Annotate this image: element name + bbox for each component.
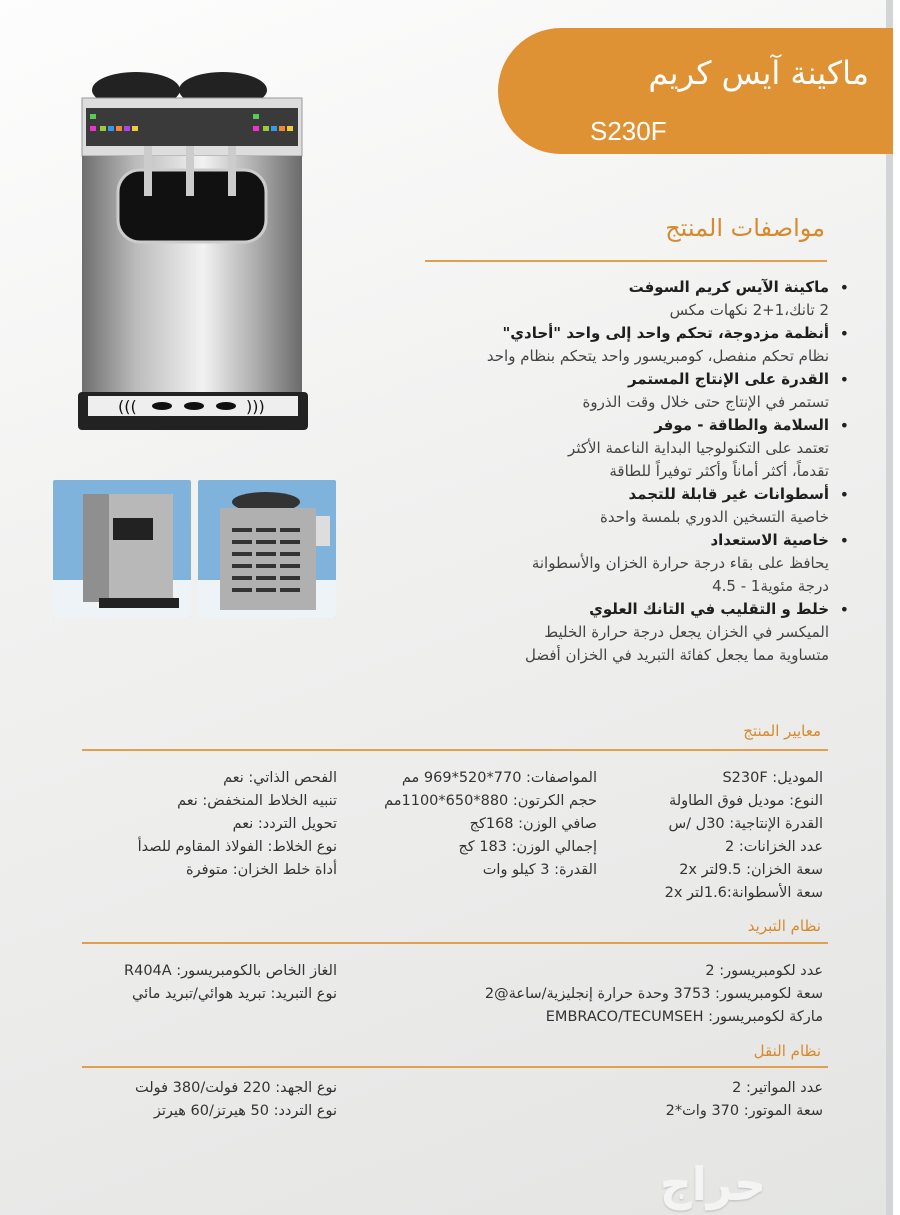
standards-title: معايير المنتج xyxy=(743,722,821,740)
feature-desc: تقدماً، أكثر أماناً وأكثر توفيراً للطاقة xyxy=(609,462,829,480)
feature-item xyxy=(329,276,849,322)
feature-desc: تعتمد على التكنولوجيا البداية الناعمة الأكثر xyxy=(568,439,829,457)
svg-text:(((: ((( xyxy=(118,397,137,416)
features-divider xyxy=(425,260,827,262)
spec-tanks: عدد الخزانات: 2 xyxy=(725,839,823,855)
feature-desc: خاصية التسخين الدوري بلمسة واحدة xyxy=(600,508,829,526)
product-model: S230F xyxy=(590,116,667,146)
feature-heading: ماكينة الآيس كريم السوفت xyxy=(628,278,829,296)
spec-motor-power: سعة الموتور: 370 وات*2 xyxy=(665,1103,823,1119)
features-title: مواصفات المنتج xyxy=(665,214,825,242)
feature-item xyxy=(329,322,849,368)
cooling-col-1 xyxy=(403,960,823,1029)
cooling-col-2 xyxy=(57,960,337,1006)
feature-item xyxy=(329,598,849,667)
product-title: ماكينة آيس كريم xyxy=(648,54,869,92)
spec-compressor-brand: ماركة لكومبريسور: EMBRACO/TECUMSEH xyxy=(545,1009,823,1025)
spec-net-weight: صافي الوزن: 168كج xyxy=(469,816,597,832)
spec-dimensions: المواصفات: 770*520*969 مم xyxy=(401,770,597,786)
spec-cooling-type: نوع التبريد: تبريد هوائي/تبريد مائي xyxy=(132,986,337,1002)
spec-refrigerant: الغاز الخاص بالكومبريسور: R404A xyxy=(124,963,337,979)
spec-carton: حجم الكرتون: 880*650*1100مم xyxy=(384,793,597,809)
standards-col-2 xyxy=(357,767,597,882)
feature-heading: خلط و التقليب في التانك العلوي xyxy=(589,600,829,618)
features-list xyxy=(329,276,849,667)
spec-self-check: الفحص الذاتي: نعم xyxy=(223,770,337,786)
bullet-icon: • xyxy=(839,531,849,550)
feature-desc: درجة مئوية1 - 4.5 xyxy=(712,577,829,595)
title-banner xyxy=(498,28,893,154)
spec-mixer-type: نوع الخلاط: الفولاذ المقاوم للصدأ xyxy=(137,839,337,855)
feature-item xyxy=(329,529,849,598)
bullet-icon: • xyxy=(839,324,849,343)
haraj-watermark-logo: حراج xyxy=(660,1160,766,1211)
feature-heading: أنظمة مزدوجة، تحكم واحد إلى واحد "أحادي" xyxy=(502,324,829,342)
feature-desc: يحافظ على بقاء درجة حرارة الخزان والأسطوانة xyxy=(531,554,829,572)
feature-desc: تستمر في الإنتاج حتى خلال وقت الذروة xyxy=(582,393,829,411)
spec-model: الموديل: S230F xyxy=(722,770,823,786)
spec-type: النوع: موديل فوق الطاولة xyxy=(668,793,823,809)
bullet-icon: • xyxy=(839,278,849,297)
spec-motor-count: عدد المواتير: 2 xyxy=(732,1080,823,1096)
spec-frequency: نوع التردد: 50 هيرتز/60 هيرتز xyxy=(153,1103,337,1119)
feature-item xyxy=(329,483,849,529)
bullet-icon: • xyxy=(839,416,849,435)
standards-divider xyxy=(82,749,828,751)
feature-item xyxy=(329,414,849,483)
spec-cylinder-volume: سعة الأسطوانة:1.6لتر 2x xyxy=(664,885,823,901)
transmission-col-2 xyxy=(57,1077,337,1123)
bullet-icon: • xyxy=(839,370,849,389)
standards-col-1 xyxy=(623,767,823,905)
transmission-title: نظام النقل xyxy=(753,1042,821,1060)
feature-item xyxy=(329,368,849,414)
spec-capacity: القدرة الإنتاجية: 30ل /س xyxy=(668,816,823,832)
feature-heading: أسطوانات غير قابلة للتجمد xyxy=(628,485,829,503)
spec-compressor-capacity: سعة لكومبريسور: 3753 وحدة حرارة إنجليزية/ساعة@2 xyxy=(484,986,823,1002)
spec-voltage: نوع الجهد: 220 فولت/380 فولت xyxy=(134,1080,337,1096)
spec-tank-mixer: أداة خلط الخزان: متوفرة xyxy=(186,862,337,878)
spec-power: القدرة: 3 كيلو وات xyxy=(482,862,597,878)
spec-low-mix-alarm: تنبيه الخلاط المنخفض: نعم xyxy=(177,793,337,809)
page-edge xyxy=(886,0,893,1215)
machine-side-image xyxy=(198,480,336,618)
standards-col-3 xyxy=(77,767,337,882)
spec-gross-weight: إجمالي الوزن: 183 كج xyxy=(458,839,597,855)
cooling-divider xyxy=(82,942,828,944)
feature-heading: القدرة على الإنتاج المستمر xyxy=(627,370,829,388)
feature-desc: الميكسر في الخزان يجعل درجة حرارة الخليط xyxy=(544,623,829,641)
feature-heading: السلامة والطاقة - موفر xyxy=(654,416,829,434)
feature-desc: متساوية مما يجعل كفائة التبريد في الخزان أفضل xyxy=(525,646,829,664)
cooling-title: نظام التبريد xyxy=(747,917,821,935)
bullet-icon: • xyxy=(839,485,849,504)
svg-text:))): ))) xyxy=(246,397,265,416)
transmission-col-1 xyxy=(523,1077,823,1123)
spec-compressor-count: عدد لكومبريسور: 2 xyxy=(705,963,823,979)
bullet-icon: • xyxy=(839,600,849,619)
transmission-divider xyxy=(82,1066,828,1068)
spec-frequency-conversion: تحويل التردد: نعم xyxy=(232,816,337,832)
spec-tank-volume: سعة الخزان: 9.5لتر 2x xyxy=(679,862,823,878)
feature-desc: نظام تحكم منفصل، كومبريسور واحد يتحكم بنظام واحد xyxy=(486,347,829,365)
machine-front-image xyxy=(78,70,310,435)
feature-desc: 2 تانك،1+2 نكهات مكس xyxy=(669,301,829,319)
feature-heading: خاصية الاستعداد xyxy=(710,531,829,549)
machine-angled-image xyxy=(53,480,191,618)
